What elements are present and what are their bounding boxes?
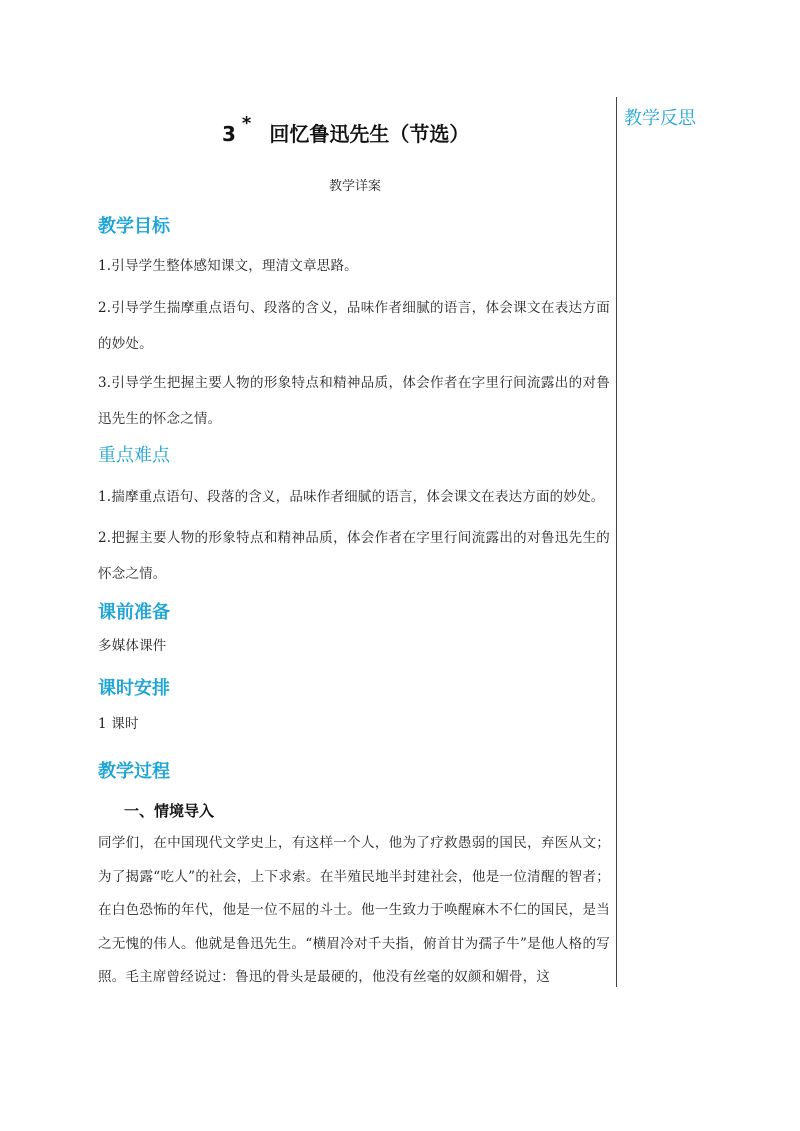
key-point-item: 2.把握主要人物的形象特点和精神品质，体会作者在字里行间流露出的对鲁迅先生的怀念之情。 (98, 530, 610, 582)
preparation-text: 多媒体课件 (98, 638, 167, 654)
preparation-heading: 课前准备 (98, 602, 170, 623)
column-divider (616, 97, 617, 987)
schedule-heading: 课时安排 (98, 678, 170, 699)
objective-item: 2.引导学生揣摩重点语句、段落的含义，品味作者细腻的语言，体会课文在表达方面的妙处。 (98, 300, 610, 352)
lesson-title: 回忆鲁迅先生（节选） (269, 122, 470, 146)
key-points-heading: 重点难点 (98, 445, 170, 466)
schedule-text: 1 课时 (98, 716, 139, 732)
step1-text: 同学们，在中国现代文学史上，有这样一个人，他为了疗救愚弱的国民，弃医从文；为了揭露“吃人”的社会，上下求索。在半殖民地半封建社会，他是一位清醒的智者；在白色恐怖的年代，他是一位不屈的斗士。他一生致力于唤醒麻木不仁的国民，是当之无愧的伟人。他就是鲁迅先生。“横眉冷对千夫指，俯首甘为孺子牛”是他人格的写照。毛主席曾经说过：鲁迅的骨头是最硬的，他没有丝毫的奴颜和媚骨，这 (98, 835, 610, 985)
objectives-heading: 教学目标 (98, 216, 170, 237)
process-heading: 教学过程 (98, 761, 170, 782)
lesson-number: 3 (222, 122, 236, 146)
objective-item: 3.引导学生把握主要人物的形象特点和精神品质，体会作者在字里行间流露出的对鲁迅先生的怀念之情。 (98, 375, 610, 427)
page-subtitle: 教学详案 (328, 179, 381, 194)
objective-item: 1.引导学生整体感知课文，理清文章思路。 (98, 258, 358, 274)
self-study-mark: * (241, 113, 252, 134)
reflection-heading: 教学反思 (624, 108, 696, 129)
page-title (222, 113, 470, 147)
key-point-item: 1.揣摩重点语句、段落的含义，品味作者细腻的语言，体会课文在表达方面的妙处。 (98, 489, 605, 505)
step1-heading: 一、情境导入 (124, 802, 215, 820)
